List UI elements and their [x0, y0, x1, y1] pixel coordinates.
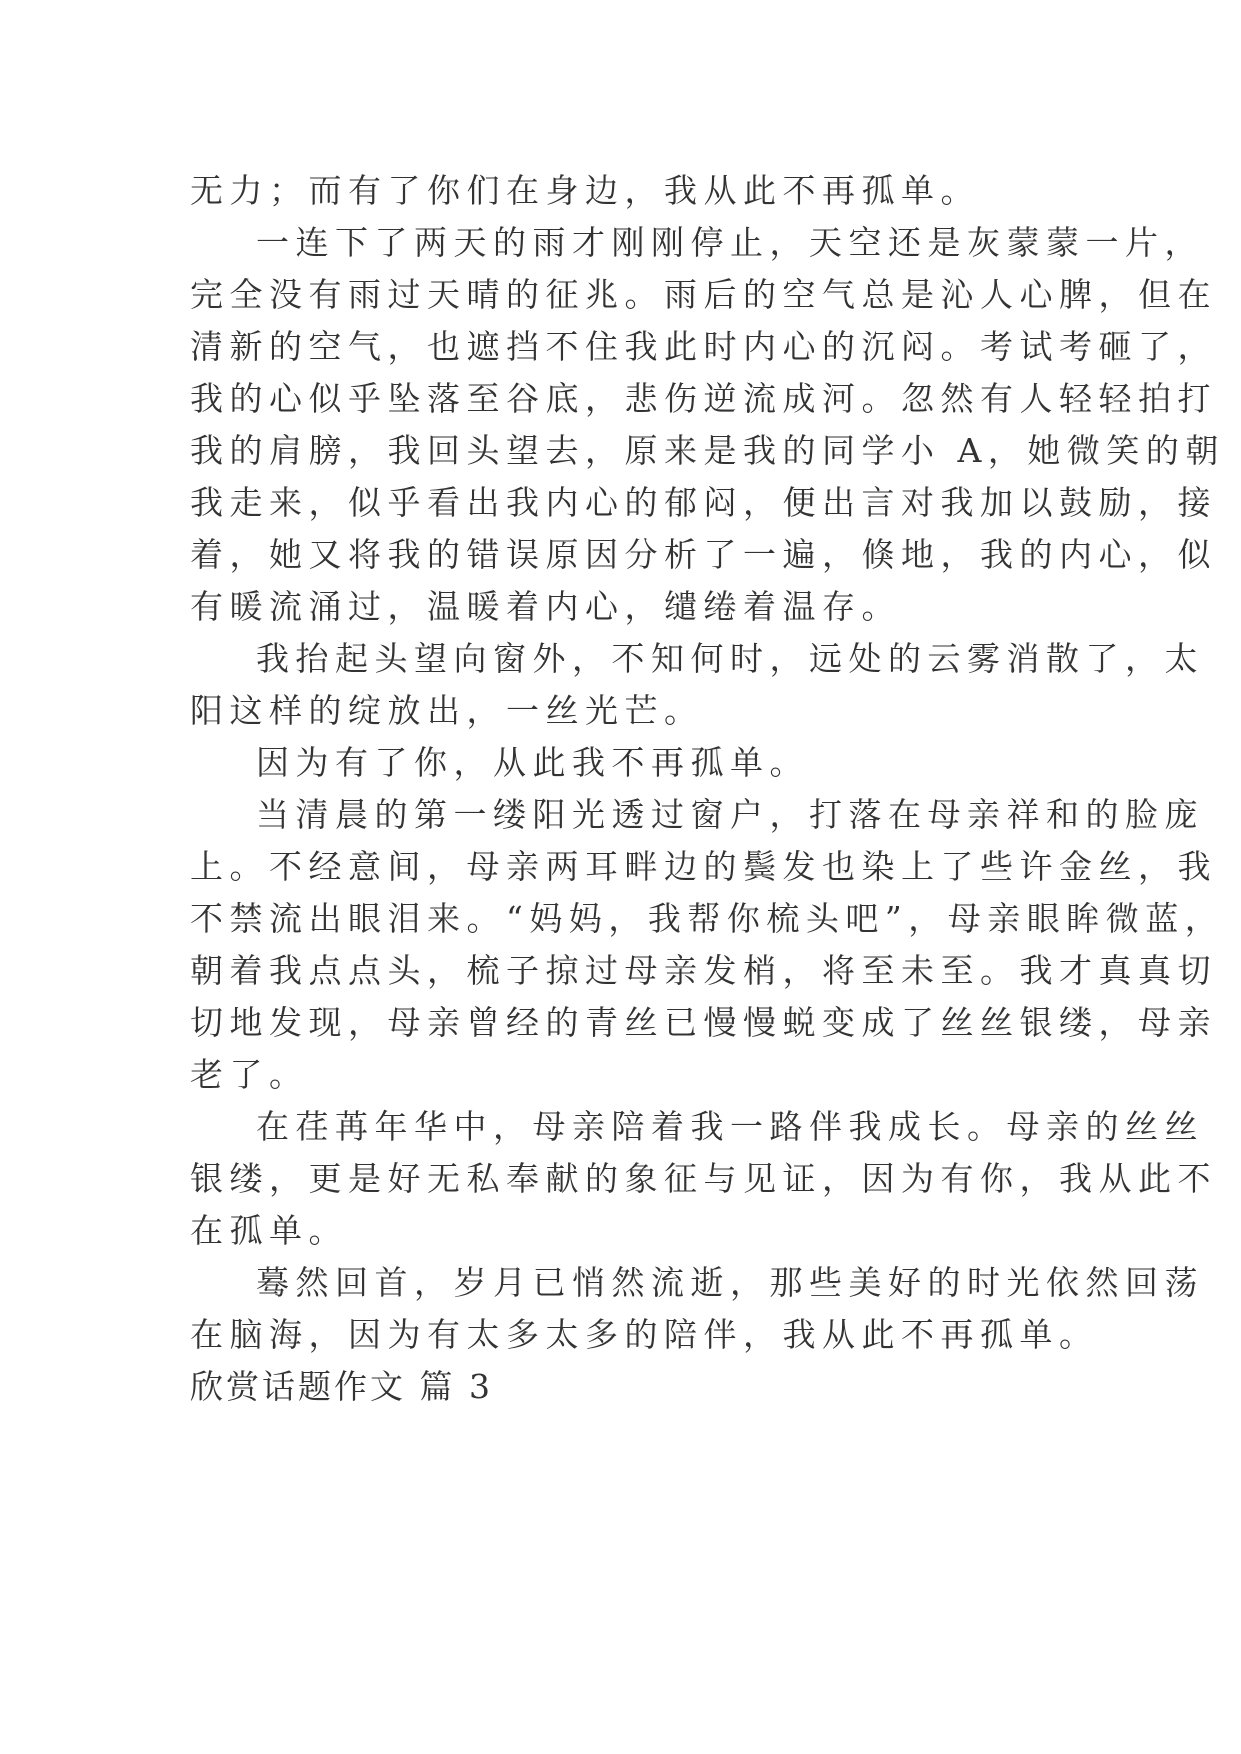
text-line-3: 完全没有雨过天晴的征兆。雨后的空气总是沁人心脾，但在	[190, 275, 1217, 314]
text-line-23: 在脑海，因为有太多太多的陪伴，我从此不再孤单。	[190, 1315, 1099, 1354]
text-line-14: 上。不经意间，母亲两耳畔边的鬓发也染上了些许金丝，我	[190, 847, 1217, 886]
text-line-1: 无力；而有了你们在身边，我从此不再孤单。	[190, 171, 980, 210]
text-line-4: 清新的空气，也遮挡不住我此时内心的沉闷。考试考砸了，	[190, 327, 1217, 366]
text-line-6: 我的肩膀，我回头望去，原来是我的同学小 A，她微笑的朝	[190, 431, 1225, 470]
text-line-16: 朝着我点点头，梳子掠过母亲发梢，将至未至。我才真真切	[190, 951, 1217, 990]
paragraph-start-line: 当清晨的第一缕阳光透过窗户，打落在母亲祥和的脸庞	[256, 795, 1204, 834]
text-line-7: 我走来，似乎看出我内心的郁闷，便出言对我加以鼓励，接	[190, 483, 1217, 522]
paragraph-start-line: 蓦然回首，岁月已悄然流逝，那些美好的时光依然回荡	[256, 1263, 1204, 1302]
paragraph-start-line: 我抬起头望向窗外，不知何时，远处的云雾消散了，太	[256, 639, 1204, 678]
paragraph-start-line: 在荏苒年华中，母亲陪着我一路伴我成长。母亲的丝丝	[256, 1107, 1204, 1146]
paragraph-start-line: 一连下了两天的雨才刚刚停止，天空还是灰蒙蒙一片，	[256, 223, 1204, 262]
text-line-15: 不禁流出眼泪来。“妈妈，我帮你梳头吧”，母亲眼眸微蓝，	[190, 899, 1225, 938]
text-line-20: 银缕，更是好无私奉献的象征与见证，因为有你，我从此不	[190, 1159, 1217, 1198]
text-line-11: 阳这样的绽放出，一丝光芒。	[190, 691, 704, 730]
text-line-9: 有暖流涌过，温暖着内心，缱绻着温存。	[190, 587, 901, 626]
text-line-8: 着，她又将我的错误原因分析了一遍，倏地，我的内心，似	[190, 535, 1217, 574]
paragraph-start-line: 因为有了你，从此我不再孤单。	[256, 743, 809, 782]
section-heading: 欣赏话题作文 篇 3	[190, 1367, 493, 1406]
text-line-5: 我的心似乎坠落至谷底，悲伤逆流成河。忽然有人轻轻拍打	[190, 379, 1217, 418]
text-line-17: 切地发现，母亲曾经的青丝已慢慢蜕变成了丝丝银缕，母亲	[190, 1003, 1217, 1042]
text-line-21: 在孤单。	[190, 1211, 348, 1250]
text-line-18: 老了。	[190, 1055, 309, 1094]
